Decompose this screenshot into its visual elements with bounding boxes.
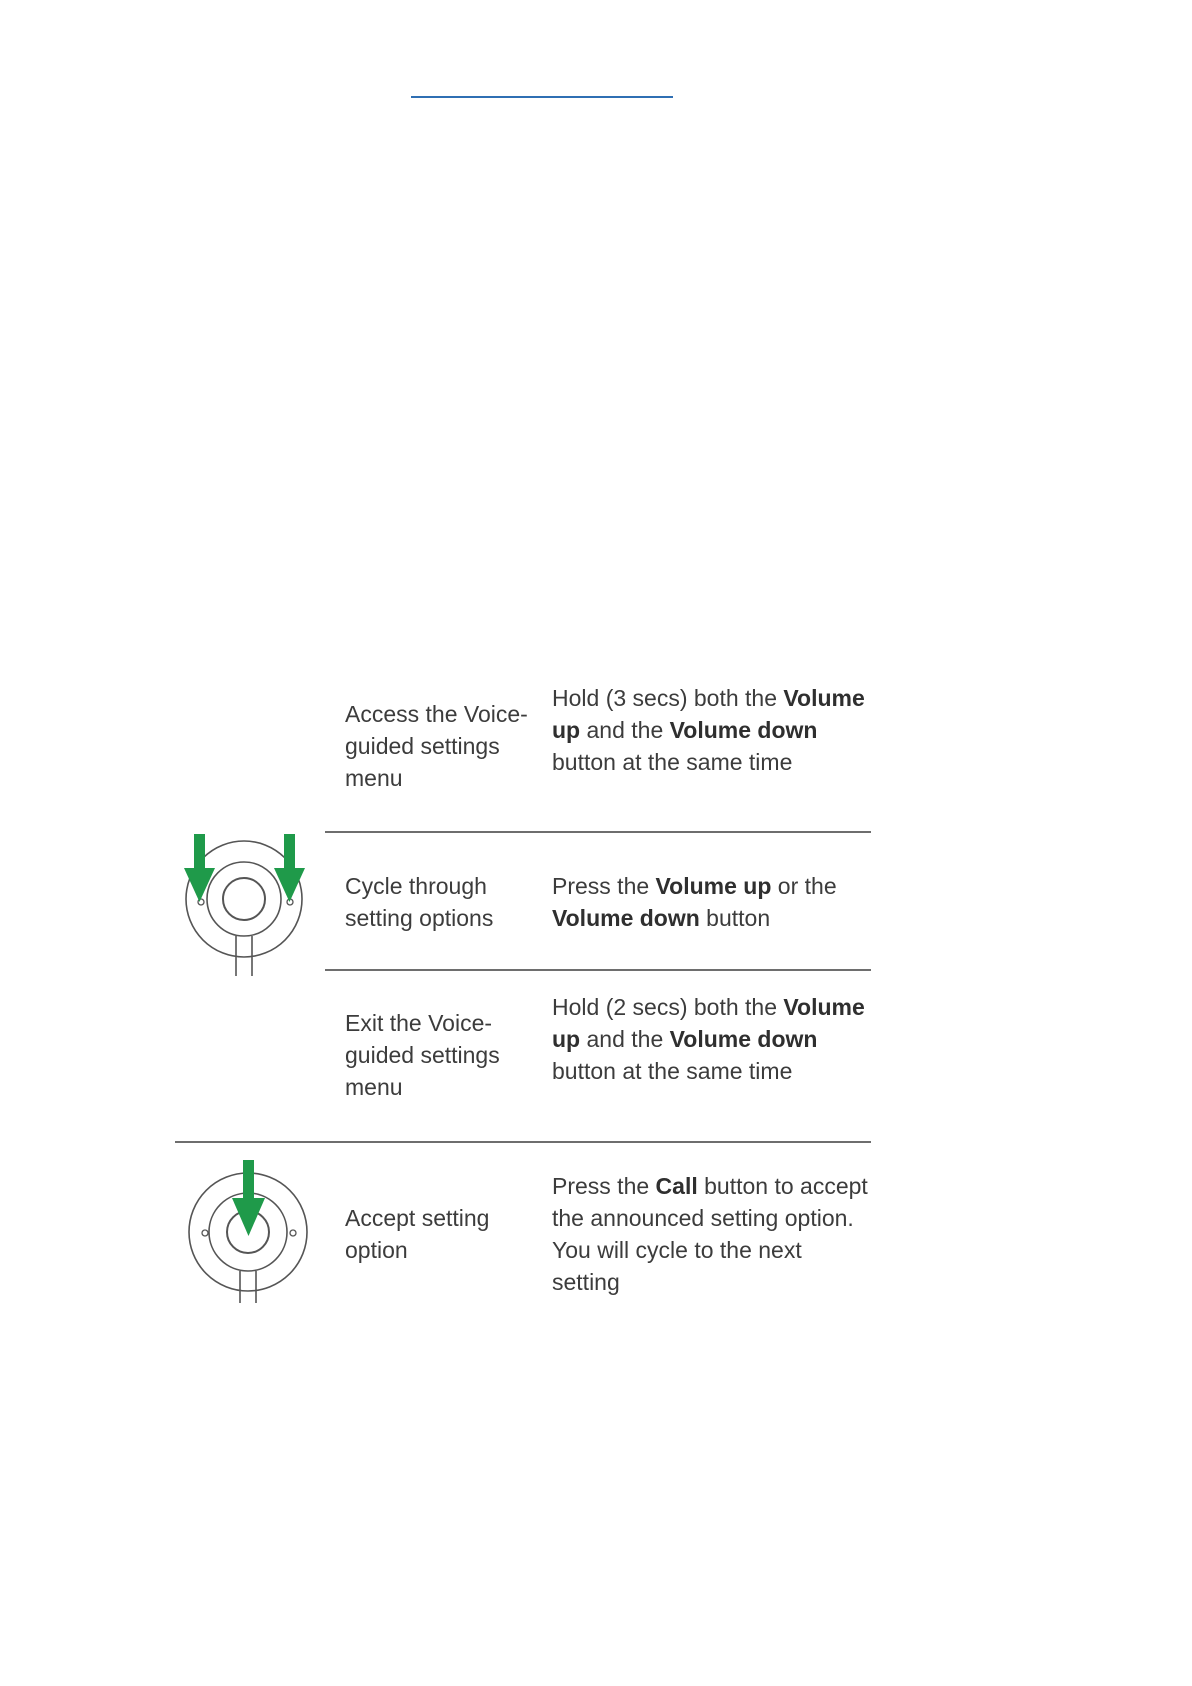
action-description	[552, 991, 872, 1087]
description-text: and the	[580, 1026, 670, 1052]
row-divider	[325, 831, 871, 833]
row-divider	[325, 969, 871, 971]
action-label: Exit the Voice-guided settings menu	[345, 1010, 500, 1100]
row-divider	[175, 1141, 871, 1143]
headset-volume-buttons-icon	[174, 832, 308, 978]
button-name-text: Call	[655, 1173, 698, 1199]
action-description	[552, 870, 882, 934]
button-name-text: Volume up	[552, 994, 865, 1052]
link-underline[interactable]	[411, 96, 673, 98]
action-label: Cycle through setting options	[345, 873, 494, 931]
headset-call-button-icon	[180, 1158, 314, 1304]
description-text: button at the same time	[552, 1058, 793, 1084]
description-text: button to accept the announced setting option. You will cycle to the next setting	[552, 1173, 868, 1295]
action-label: Access the Voice-guided settings menu	[345, 701, 528, 791]
description-text: button at the same time	[552, 749, 793, 775]
button-name-text: Volume up	[552, 685, 865, 743]
button-name-text: Volume up	[655, 873, 772, 899]
action-description	[552, 682, 872, 778]
description-text: Press the	[552, 1173, 656, 1199]
description-text: Hold (2 secs) both the	[552, 994, 784, 1020]
button-name-text: Volume down	[669, 1026, 818, 1052]
description-text: Press the	[552, 873, 656, 899]
action-description	[552, 1170, 872, 1298]
button-name-text: Volume down	[669, 717, 818, 743]
button-name-text: Volume down	[552, 905, 700, 931]
description-text: button	[699, 905, 771, 931]
description-text: or the	[771, 873, 837, 899]
action-label: Accept setting option	[345, 1205, 490, 1263]
description-text: Hold (3 secs) both the	[552, 685, 784, 711]
description-text: and the	[580, 717, 670, 743]
